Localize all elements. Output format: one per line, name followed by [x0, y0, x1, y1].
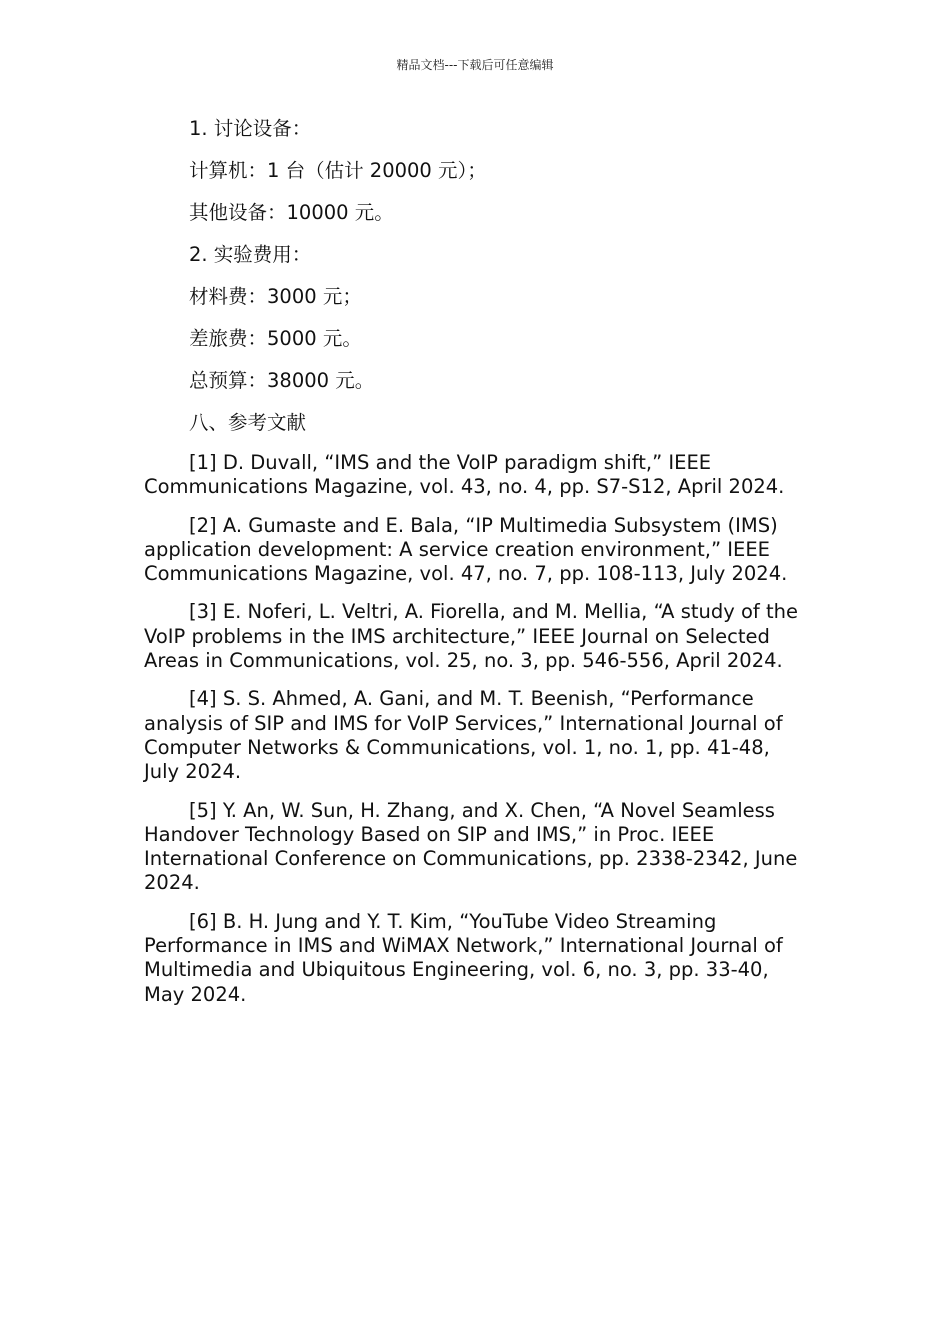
reference-item: [6] B. H. Jung and Y. T. Kim, “YouTube Video Streaming Performance in IMS and WiMAX Network,” International Journal of Multimedia and Ubiquitous Engineering, vol. 6, no. 3, pp. 33-40, May 2024. [144, 909, 783, 1006]
document-body [144, 115, 808, 1021]
item-other-equipment: 其他设备：10000 元。 [189, 201, 394, 224]
section-heading-experiment-costs: 2. 实验费用： [189, 243, 312, 266]
section-heading-equipment: 1. 讨论设备： [189, 117, 312, 140]
item-total-budget: 总预算：38000 元。 [189, 369, 375, 392]
reference-item: [5] Y. An, W. Sun, H. Zhang, and X. Chen, “A Novel Seamless Handover Technology Based on SIP and IMS,” in Proc. IEEE International Conference on Communications, pp. 2338-2342, June 2024. [144, 798, 798, 895]
item-materials: 材料费：3000 元； [189, 285, 362, 308]
reference-item: [2] A. Gumaste and E. Bala, “IP Multimedia Subsystem (IMS) application development: A service creation environment,” IEEE Communications Magazine, vol. 47, no. 7, pp. 108-113, July 2024. [144, 513, 788, 586]
reference-item: [1] D. Duvall, “IMS and the VoIP paradigm shift,” IEEE Communications Magazine, vol. 43, no. 4, pp. S7-S12, April 2024. [144, 451, 785, 499]
item-travel: 差旅费：5000 元。 [189, 327, 362, 350]
item-computer: 计算机：1 台（估计 20000 元）； [189, 159, 487, 182]
page-header: 精品文档---下载后可任意编辑 [396, 58, 554, 72]
section-heading-references: 八、参考文献 [189, 411, 307, 434]
reference-item: [3] E. Noferi, L. Veltri, A. Fiorella, and M. Mellia, “A study of the VoIP problems in the IMS architecture,” IEEE Journal on Selected Areas in Communications, vol. 25, no. 3, pp. 546-556, April 2024. [144, 600, 798, 673]
reference-item: [4] S. S. Ahmed, A. Gani, and M. T. Beenish, “Performance analysis of SIP and IMS for VoIP Services,” International Journal of Computer Networks & Communications, vol. 1, no. 1, pp. 41-48, July 2024. [144, 687, 783, 784]
reference-list [144, 451, 808, 1007]
